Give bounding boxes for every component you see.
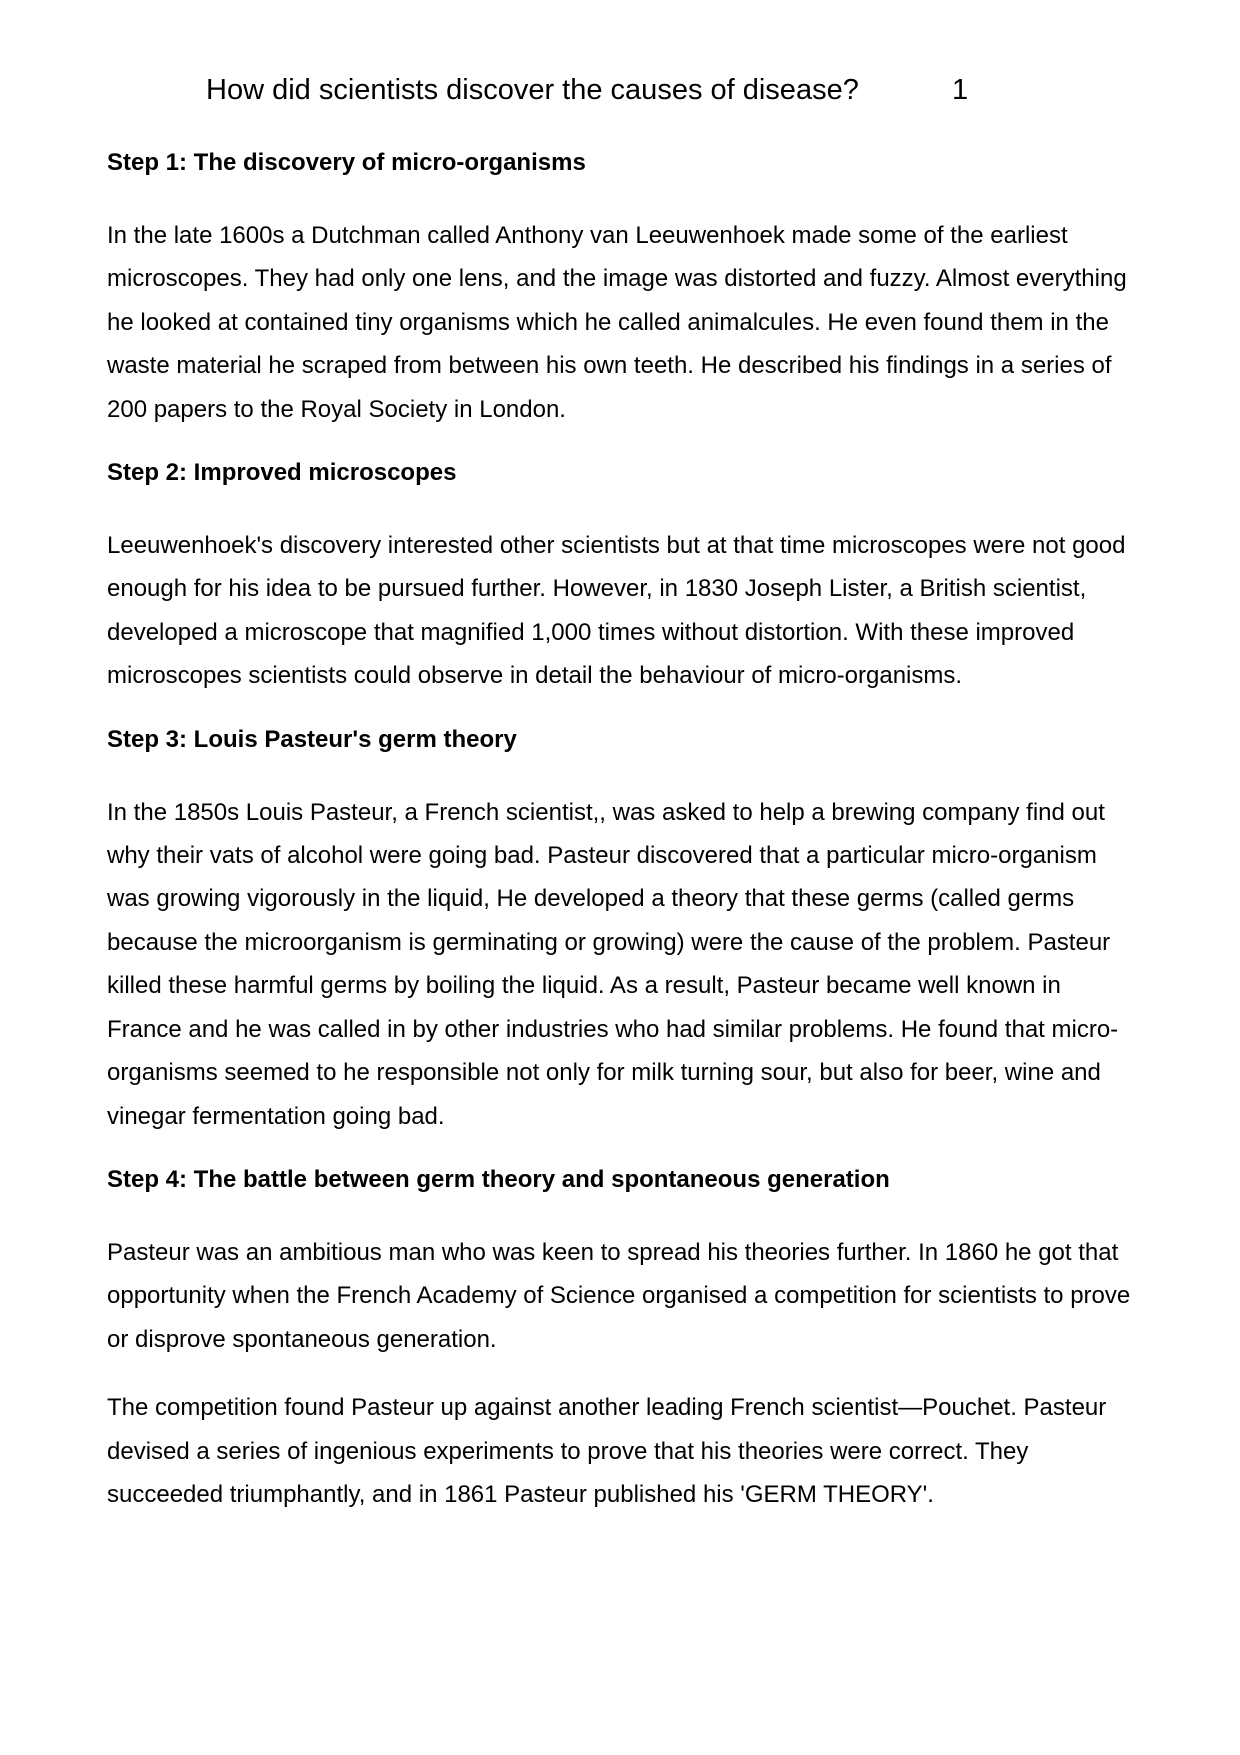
paragraph-step-4-b: The competition found Pasteur up against another leading French scientist—Pouchet. Pasteur devised a series of ingenious experiments to prove that his theories were correct. They succeeded triumphantly, and in 1861 Pasteur published his 'GERM THEORY'. — [107, 1394, 1107, 1508]
paragraph-step-3: In the 1850s Louis Pasteur, a French scientist,, was asked to help a brewing company find out why their vats of alcohol were going bad. Pasteur discovered that a particular micro-organism was growing vigorously in the liquid, He developed a theory that these germs (called germs because the microorganism is germinating or growing) were the cause of the problem. Pasteur killed these harmful germs by boiling the liquid. As a result, Pasteur became well known in France and he was called in by other industries who had similar problems. He found that micro-organisms seemed to he responsible not only for milk turning sour, but also for beer, wine and vinegar fermentation going bad. — [107, 798, 1119, 1130]
section-heading-step-2: Step 2: Improved microscopes — [107, 459, 457, 487]
document-title: How did scientists discover the causes of disease? — [206, 74, 859, 106]
document-body — [107, 146, 1142, 1516]
section-heading-step-3: Step 3: Louis Pasteur's germ theory — [107, 725, 517, 753]
page-number: 1 — [952, 74, 969, 106]
section-heading-step-1: Step 1: The discovery of micro-organisms — [107, 149, 586, 176]
section-heading-step-4: Step 4: The battle between germ theory and spontaneous generation — [107, 1165, 890, 1193]
paragraph-step-1: In the late 1600s a Dutchman called Anthony van Leeuwenhoek made some of the earliest microscopes. They had only one lens, and the image was distorted and fuzzy. Almost everything he looked at contained tiny organisms which he called animalcules. He even found them in the waste material he scraped from between his own teeth. He described his findings in a series of 200 papers to the Royal Society in London. — [107, 222, 1127, 423]
paragraph-step-2: Leeuwenhoek's discovery interested other scientists but at that time microscopes were not good enough for his idea to be pursued further. However, in 1830 Joseph Lister, a British scientist, developed a microscope that magnified 1,000 times without distortion. With these improved microscopes scientists could observe in detail the behaviour of micro-organisms. — [107, 532, 1126, 690]
page-header — [206, 70, 969, 110]
paragraph-step-4-a: Pasteur was an ambitious man who was keen to spread his theories further. In 1860 he got that opportunity when the French Academy of Science organised a competition for scientists to prove or disprove spontaneous generation. — [107, 1238, 1131, 1353]
